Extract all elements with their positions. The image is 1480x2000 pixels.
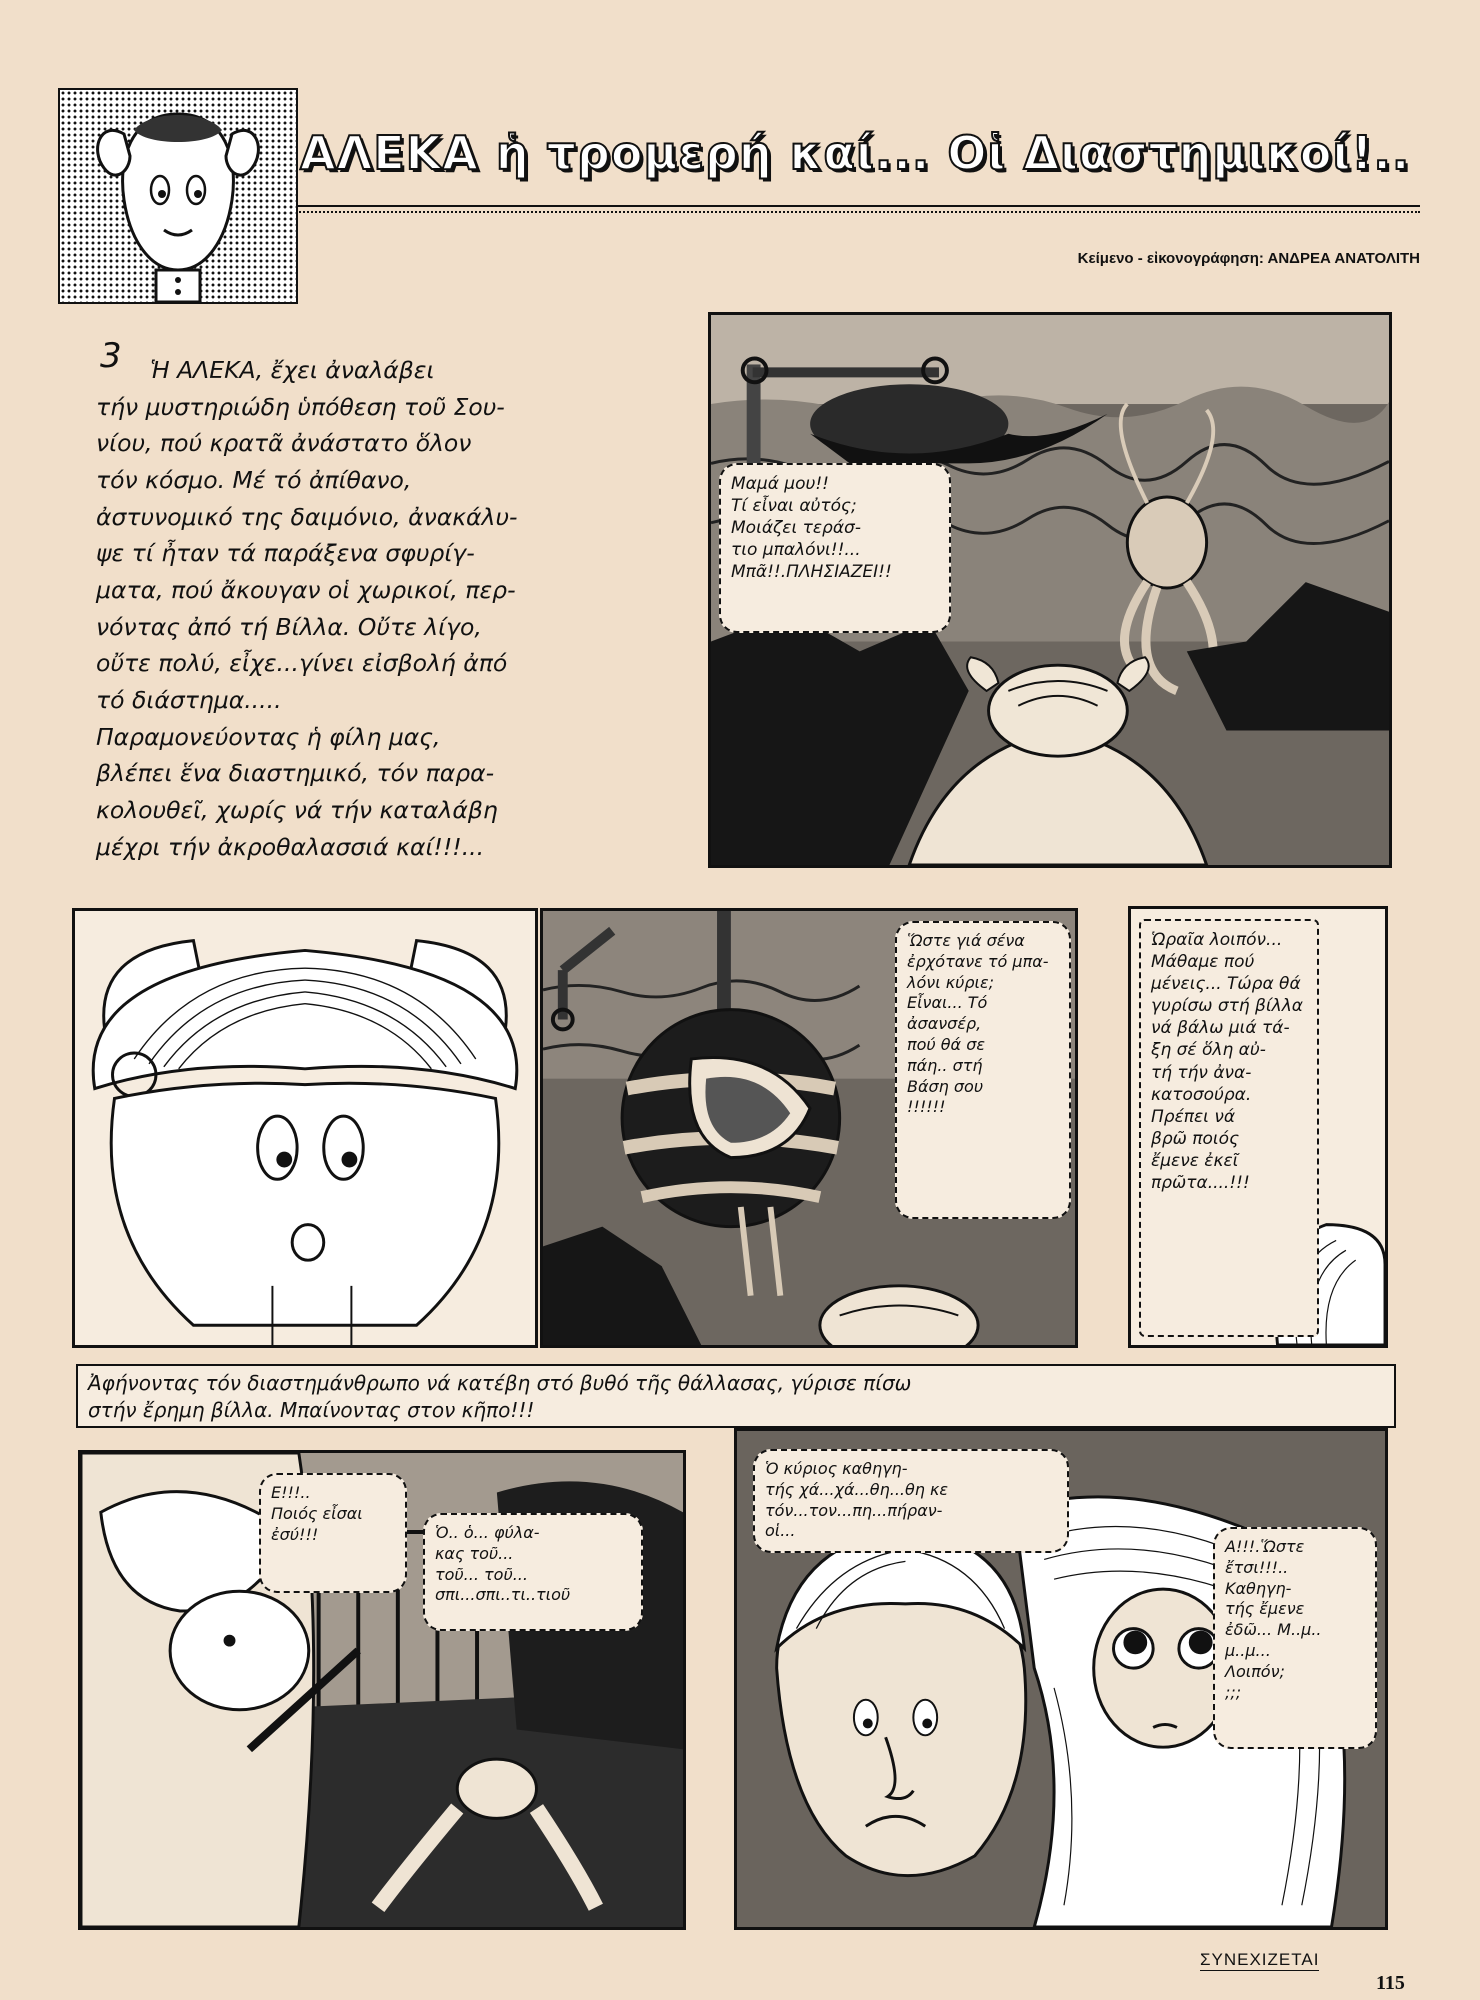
aleka-logo-icon <box>60 90 296 302</box>
panel-6-speech-bubble-1: Ὁ κύριος καθηγη- τής χά...χά...θη...θη κε τόν...τον...πη...πήραν- οἱ... <box>753 1449 1069 1553</box>
narration-caption: Ἀφήνοντας τόν διαστημάνθρωπο νά κατέβη στό βυθό τῆς θάλλασας, γύρισε πίσω στήν ἔρημη βίλλα. Μπαίνοντας στον κῆπο!!! <box>76 1364 1396 1428</box>
panel-4-thought-bubble: Ὡραῖα λοιπόν... Μάθαμε πού μένεις... Τώρα θά γυρίσω στή βίλλα νά βάλω μιά τά- ξη σέ ὅλη αὐ- τή τήν ἀνα- κατοσούρα. Πρέπει νά βρῶ ποιός ἔμενε ἐκεῖ πρῶτα....!!! <box>1139 919 1319 1337</box>
credit-name: ΑΝΔΡΕΑ ΑΝΑΤΟΛΙΤΗ <box>1267 250 1420 267</box>
page-number: 115 <box>1376 1972 1405 1994</box>
credit-line <box>930 250 1420 267</box>
panel-4-thought-panel <box>1128 906 1388 1348</box>
panel-6-speech-bubble-2: Α!!!.Ὥστε ἔτσι!!!.. Καθηγη- τής ἔμενε ἐδῶ... Μ..μ.. μ..μ... Λοιπόν; ;;; <box>1213 1527 1377 1749</box>
panel-6-professor <box>734 1428 1388 1930</box>
panel-5-speech-bubble-2: Ὁ.. ὁ... φύλα- κας τοῦ... τοῦ... τοῦ... σπι...σπι..τι..τιοῦ <box>423 1513 643 1631</box>
panel-5-garden <box>78 1450 686 1930</box>
page-title: ΑΛΕΚΑ ἡ τρομερή καί... Οἱ Διαστημικοί!.. <box>300 126 1411 180</box>
panel-1-speech-bubble: Μαμά μου!! Τί εἶναι αὐτός; Μοιάζει τεράσ- τιο μπαλόνι!!... Μπᾶ!!.ΠΛΗΣΙΑΖΕΙ!! <box>719 463 951 633</box>
episode-number: 3 <box>100 336 122 376</box>
header-logo <box>58 88 298 304</box>
credit-label: Κείμενο - εἰκονογράφηση: <box>1077 250 1264 267</box>
panel-3-diving-bell <box>540 908 1078 1348</box>
intro-text: Ἡ ΑΛΕΚΑ, ἔχει ἀναλάβει τήν μυστηριώδη ὑπόθεση τοῦ Σου- νίου, πού κρατᾶ ἀνάστατο ὅλον τόν κόσμο. Μέ τό ἀπίθανο, ἀστυνομικό της δαιμόνιο, ἀνακάλυ- ψε τί ἦταν τά παράξενα σφυρίγ- ματα, πού ἄκουγαν οἱ χωρικοί, περ- νόντας ἀπό τή Βίλλα. Οὔτε λίγο, οὔτε πολύ, εἶχε...γίνει εἰσβολή ἀπό τό διάστημα..... Παραμονεύοντας ἡ φίλη μας, βλέπει ἕνα διαστημικό, τόν παρα- κολουθεῖ, χωρίς νά τήν καταλάβη μέχρι τήν ἀκροθαλασσιά καί!!!... <box>96 356 518 861</box>
continued-label: ΣΥΝΕΧΙΖΕΤΑΙ <box>1200 1950 1320 1969</box>
title-underline <box>296 205 1420 213</box>
panel-5-speech-bubble-1: Ε!!!.. Ποιός εἶσαι ἐσύ!!! <box>259 1473 407 1593</box>
aleka-face-icon <box>75 911 535 1345</box>
panel-1-alien-at-sea <box>708 312 1392 868</box>
panel-3-speech-bubble: Ὥστε γιά σένα ἐρχότανε τό μπα- λόνι κύριε; Εἶναι... Τό ἀσανσέρ, πού θά σε πάη.. στή Βάση σου !!!!!! <box>895 921 1071 1219</box>
panel-2-aleka-closeup <box>72 908 538 1348</box>
